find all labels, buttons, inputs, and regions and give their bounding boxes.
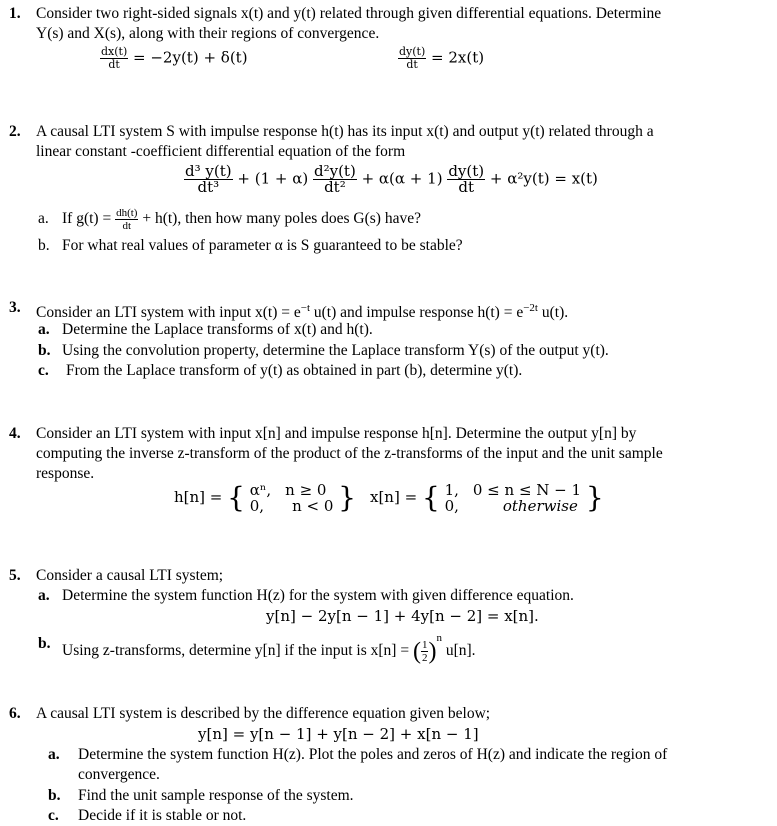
part-text: From the Laplace transform of y(t) as obtained in part (b), determine y(t). <box>66 362 523 379</box>
difference-equation: y[n] − 2y[n − 1] + 4y[n − 2] = x[n]. <box>266 607 539 625</box>
question-text: Y(s) and X(s), along with their regions of convergence. <box>36 25 380 42</box>
part-label: a. <box>38 321 50 338</box>
question-number: 5. <box>9 567 21 584</box>
equation-2: $\frac{dy(t)}{dt}$ = 2x(t) <box>399 45 485 71</box>
part-text: Determine the Laplace transforms of x(t) and h(t). <box>62 321 373 338</box>
part-text: Determine the system function H(z) for the system with given difference equation. <box>62 587 574 604</box>
part-label: c. <box>48 807 59 824</box>
part-text: Decide if it is stable or not. <box>78 807 247 824</box>
equation-1: $\frac{dx(t)}{dt}$ = −2y(t) + δ(t) <box>101 45 248 71</box>
h-definition: h[n] = { αⁿ, n ≥ 0 0, n < 0 } <box>174 481 356 515</box>
question-text: linear constant -coefficient differential equation of the form <box>36 143 406 160</box>
question-number: 4. <box>9 425 21 442</box>
part-label: b. <box>38 635 51 652</box>
question-text: Consider two right-sided signals x(t) and y(t) related through given differential equations. Determine <box>36 5 662 22</box>
question-text: Consider an LTI system with input $x(t) = e^{-t}$ u(t) and impulse response $h(t) = e^{-2t}$ u(t). <box>36 302 569 322</box>
question-text: Consider a causal LTI system; <box>36 567 224 584</box>
part-text: Determine the system function H(z). Plot the poles and zeros of H(z) and indicate the region of <box>78 746 668 763</box>
x-definition: x[n] = { 1, 0 ≤ n ≤ N − 1 0, otherwise } <box>370 481 604 515</box>
part-label: a. <box>38 210 49 227</box>
question-number: 2. <box>9 123 21 140</box>
part-text: For what real values of parameter α is S guaranteed to be stable? <box>62 237 463 254</box>
part-text: convergence. <box>78 766 160 783</box>
question-text: A causal LTI system is described by the difference equation given below; <box>36 705 491 722</box>
question-number: 6. <box>9 705 21 722</box>
part-label: a. <box>38 587 50 604</box>
question-text: A causal LTI system S with impulse response h(t) has its input x(t) and output y(t) related through a <box>36 123 654 140</box>
differential-equation: $\frac{\text{d³ y(t)}}{\text{dt³}}$ + (1 + α) $\frac{\text{d²y(t)}}{\text{dt²}}$ + α(α + 1) $\frac{dy(t)}{dt}$ + α²y(t) = x(t) <box>185 162 598 196</box>
part-label: a. <box>48 746 60 763</box>
question-text: computing the inverse z-transform of the product of the z-transforms of the input and the unit sample <box>36 445 663 462</box>
difference-equation: y[n] = y[n − 1] + y[n − 2] + x[n − 1] <box>198 725 479 743</box>
part-label: b. <box>48 787 61 804</box>
question-number: 1. <box>9 5 21 22</box>
question-text: response. <box>36 465 95 482</box>
part-text: Using z-transforms, determine y[n] if the input is x[n] = ( $\frac{1}{2}$ )$^n$ u[n]. <box>62 632 476 665</box>
part-label: c. <box>38 362 49 379</box>
part-text: If g(t) = $\frac{dh(t)}{dt}$ + h(t), then how many poles does G(s) have? <box>62 207 421 232</box>
part-text: Find the unit sample response of the system. <box>78 787 354 804</box>
question-number: 3. <box>9 299 21 316</box>
part-text: Using the convolution property, determine the Laplace transform Y(s) of the output y(t). <box>62 342 609 359</box>
part-label: b. <box>38 237 50 254</box>
part-label: b. <box>38 342 51 359</box>
question-text: Consider an LTI system with input x[n] and impulse response h[n]. Determine the output y[n] by <box>36 425 637 442</box>
